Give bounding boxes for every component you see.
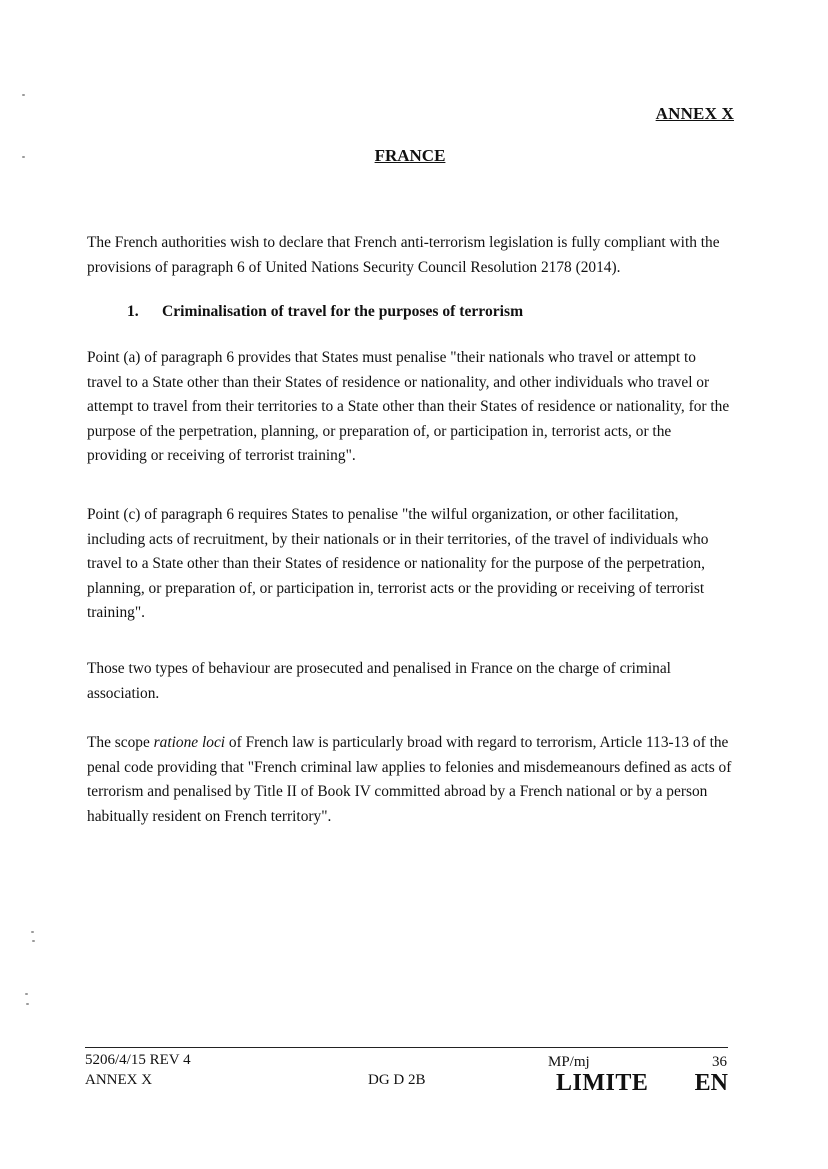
point-c-paragraph: Point (c) of paragraph 6 requires States to penalise "the wilful organization, or other facilitation, including acts of recruitment, by their nationals or in their territories, of the travel of individuals who travel to a State other than their States of residence or nationality for the purpose of the perpetration, planning, or preparation of, or participation in, terrorist acts or the providing or receiving of terrorist training".: [87, 506, 709, 621]
scan-speck: [32, 940, 35, 942]
scope-paragraph: [87, 731, 732, 829]
footer-language: EN: [694, 1070, 728, 1096]
annex-label: ANNEX X: [655, 104, 734, 123]
scan-speck: [25, 993, 28, 995]
intro-paragraph: The French authorities wish to declare that French anti-terrorism legislation is fully compliant with the provisions of paragraph 6 of United Nations Security Council Resolution 2178 (2014).: [87, 234, 720, 276]
scan-speck: [22, 94, 25, 96]
footer-initials: MP/mj: [548, 1054, 590, 1070]
footer-directorate: DG D 2B: [368, 1072, 426, 1088]
footer-divider: [85, 1047, 728, 1048]
point-a-paragraph: Point (a) of paragraph 6 provides that States must penalise "their nationals who travel or attempt to travel to a State other than their States of residence or nationality, and other individuals who travel or attempt to travel from their territories to a State other than their States of residence or nationality, for the purpose of the perpetration, planning, or preparation of, or participation in, terrorist acts, or the providing or receiving of terrorist training".: [87, 349, 730, 464]
footer-page-number: 36: [712, 1054, 727, 1070]
footer-classification: LIMITE: [556, 1070, 649, 1096]
scope-text-start: The scope: [87, 734, 154, 751]
section-number: 1.: [127, 303, 139, 320]
section-heading: [127, 303, 523, 321]
country-title: FRANCE: [374, 146, 446, 165]
scan-speck: [31, 931, 34, 933]
scope-text-rest: of French law is particularly broad with regard to terrorism, Article 113-13 of the penal code providing that "French criminal law applies to felonies and misdemeanours defined as acts of terrorism and penalised by Title II of Book IV committed abroad by a French national or by a person habitually resident on French territory".: [87, 734, 732, 825]
behaviour-paragraph: Those two types of behaviour are prosecuted and penalised in France on the charge of criminal association.: [87, 660, 671, 702]
scan-speck: [26, 1003, 29, 1005]
section-title: Criminalisation of travel for the purposes of terrorism: [162, 303, 524, 320]
footer-document-reference: 5206/4/15 REV 4: [85, 1052, 191, 1068]
scope-latin-term: ratione loci: [153, 734, 226, 751]
footer-annex-label: ANNEX X: [85, 1072, 153, 1088]
